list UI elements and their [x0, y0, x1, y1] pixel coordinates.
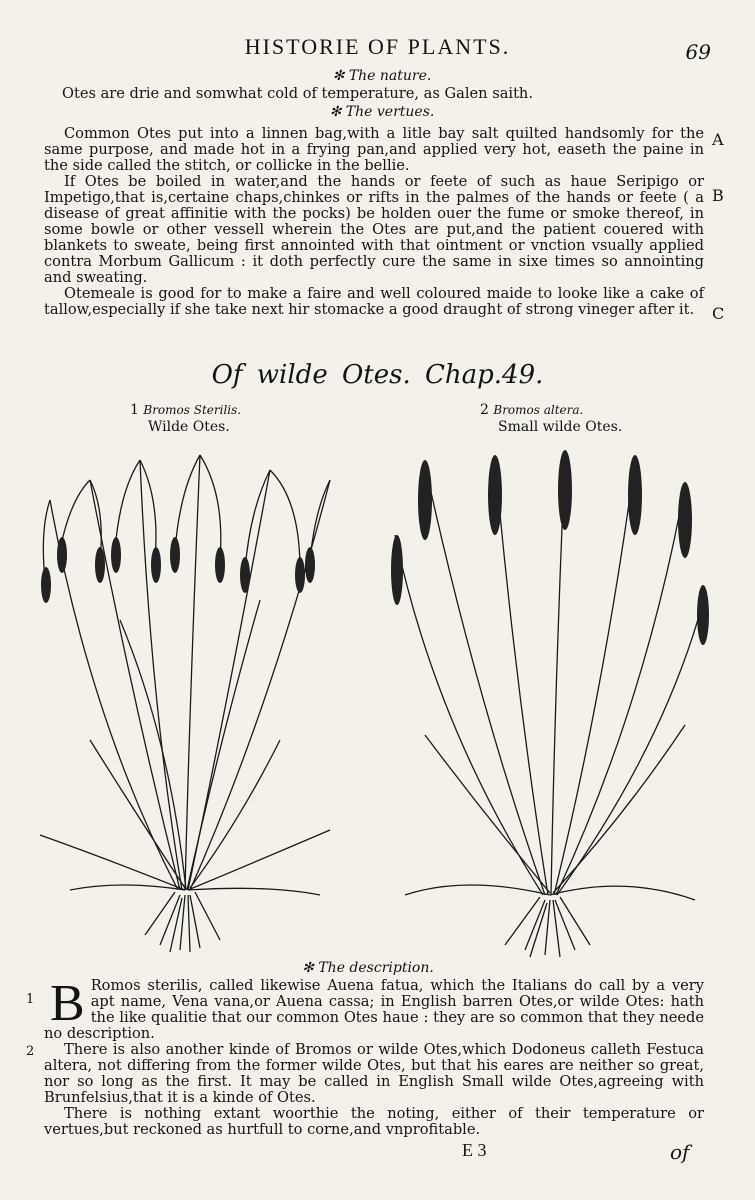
catchword: of — [670, 1140, 690, 1164]
figure-2-caption — [480, 402, 622, 436]
drop-cap: B — [50, 975, 85, 1032]
running-head: HISTORIE OF PLANTS. — [244, 34, 511, 59]
vertues-paragraph-a: Common Otes put into a linnen bag,with a litle bay salt quilted handsomly for the same purpose, and made hot in a frying pan,and applied very hot, easeth the paine in the side called the stitch, or collicke in the bellie. — [44, 125, 704, 174]
figure-1-number: 1 — [130, 402, 139, 418]
chapter-title: Of wilde Otes. Chap.49. — [211, 360, 544, 390]
description-paragraph-2: There is also another kinde of Bromos or wilde Otes,which Dodoneus calleth Festuca altera, not differing from the former wilde Otes, but that his eares are neither so great, nor so long as the first. It may be called in English Small wilde Otes,agreeing with Brunfelsius,that it is a kinde of Otes. — [44, 1041, 704, 1106]
margin-letter-c: C — [712, 304, 725, 323]
small-wilde-otes-woodcut — [385, 445, 720, 960]
figure-1-caption — [130, 402, 241, 436]
wilde-otes-woodcut — [30, 440, 350, 955]
vertues-paragraph-b: If Otes be boiled in water,and the hands or feete of such as haue Seripigo or Impetigo,that is,certaine chaps,chinkes or rifts in the palmes of the hands or feete ( a disease of great affinitie with the pocks) be holden ouer the fume or smoke thereof, in some bowle or other vessell wherein the Otes are put,and the patient couered with blankets to sweate, being first annointed with that ointment or vnction vsually applied contra Morbum Gallicum : it doth perfectly cure the same in sixe times so annointing and sweating. — [44, 173, 704, 286]
description-heading: ✻ The description. — [302, 960, 434, 976]
margin-letter-b: B — [712, 186, 724, 205]
figure-2-english: Small wilde Otes. — [498, 419, 623, 435]
vertues-body — [44, 126, 704, 318]
page-number: 69 — [685, 40, 711, 64]
description-section — [26, 958, 704, 1138]
margin-letter-a: A — [712, 130, 724, 149]
vertues-paragraph-c: Otemeale is good for to make a faire and well coloured maide to looke like a cake of tallow,especially if she take next hir stomacke a good draught of strong vineger after it. — [44, 285, 704, 318]
vertues-section — [62, 66, 702, 122]
nature-heading: ✻ The nature. — [332, 68, 432, 84]
figure-1-latin: Bromos Sterilis. — [143, 403, 242, 417]
signature-mark: E 3 — [462, 1140, 487, 1160]
description-paragraph-3: There is nothing extant woorthie the noting, either of their temperature or vertues,but reckoned as hurtfull to corne,and vnprofitable. — [44, 1105, 704, 1138]
description-item-2-number: 2 — [26, 1044, 35, 1059]
description-paragraph-1: Romos sterilis, called likewise Auena fatua, which the Italians do call by a very apt name, Vena vana,or Auena cassa; in English barren Otes,or wilde Otes: hath the like qualitie that our common Otes haue : they are so common that they neede no description. — [44, 977, 704, 1042]
vertues-heading: ✻ The vertues. — [329, 104, 435, 120]
figure-1-english: Wilde Otes. — [148, 419, 230, 435]
figure-2-latin: Bromos altera. — [493, 403, 584, 417]
nature-text: Otes are drie and somwhat cold of temperature, as Galen saith. — [62, 85, 533, 102]
description-item-1-number: 1 — [26, 992, 35, 1007]
figure-2-number: 2 — [480, 402, 489, 418]
